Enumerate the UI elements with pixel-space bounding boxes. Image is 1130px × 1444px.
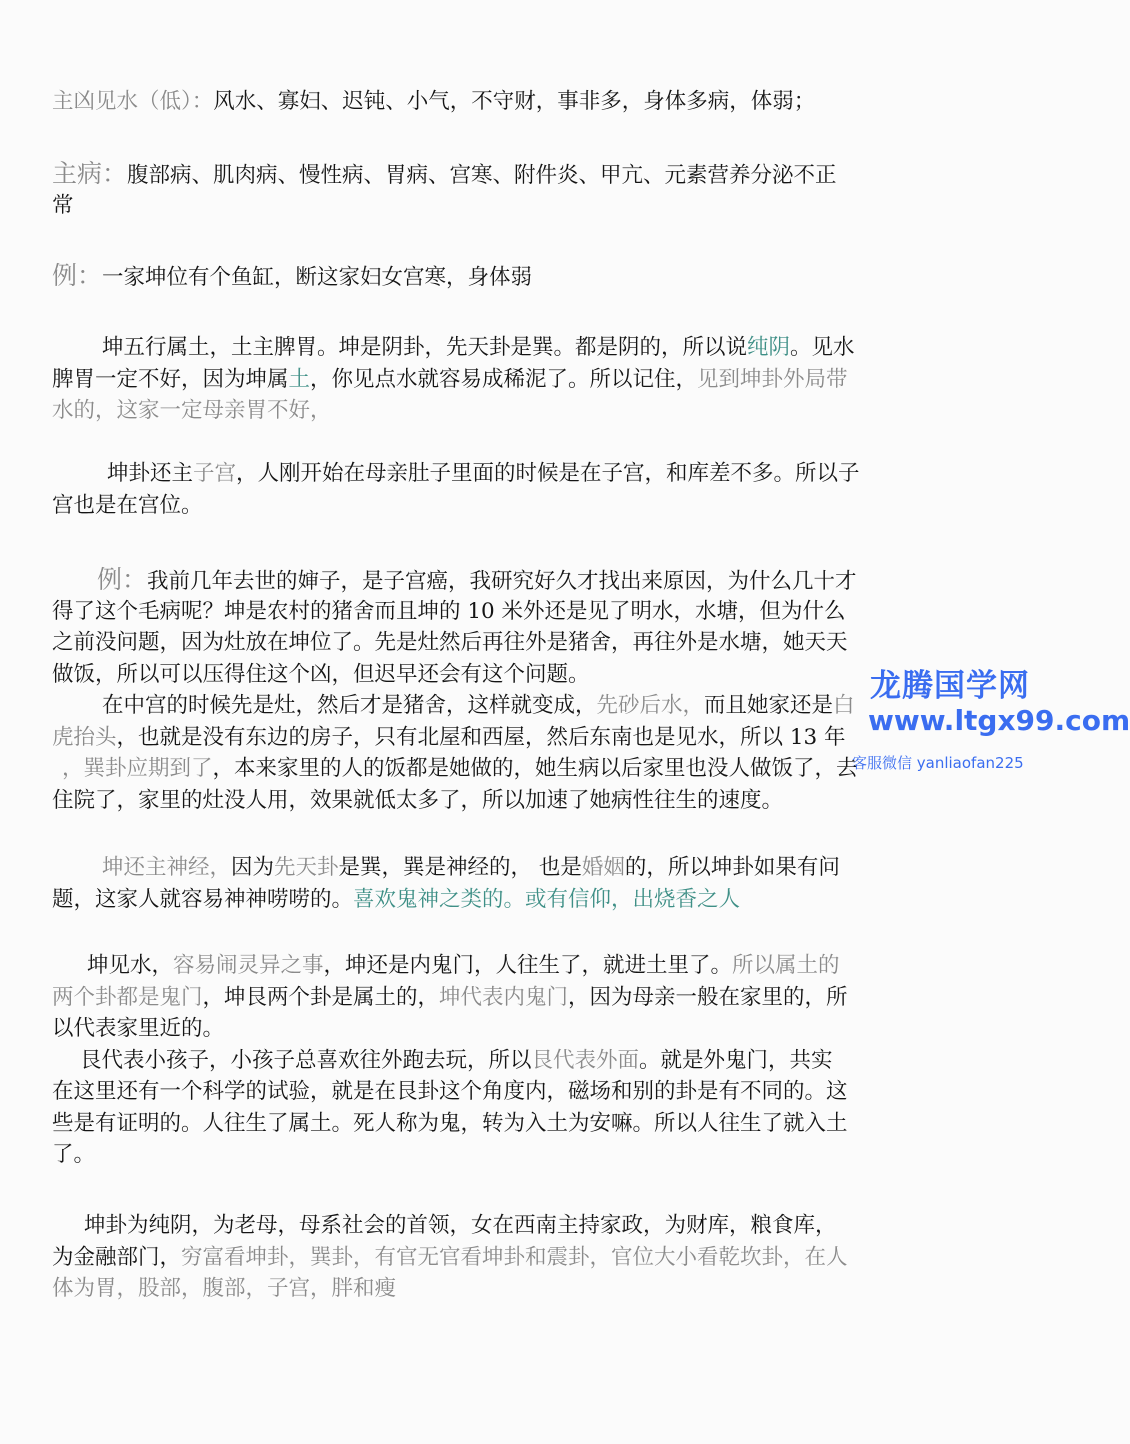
ex2-highlight: 虎抬头 <box>52 724 117 750</box>
p4-text: ，因为母亲一般在家里的，所 <box>568 984 848 1010</box>
p2-text: 宫也是在宫位。 <box>52 492 203 518</box>
p2-highlight: 子宫 <box>193 461 237 486</box>
ex2-text: 之前没问题，因为灶放在坤位了。先是灶然后再往外是猪舍，再往外是水塘，她天天 <box>52 630 848 655</box>
p5-highlight: 体为胃，股部，腹部，子宫，胖和瘦 <box>52 1276 397 1301</box>
section-example-1 <box>52 260 992 292</box>
ex2-text: ，也就是没有东边的房子，只有北屋和西屋，然后东南也是见水，所以 13 年 <box>116 724 846 750</box>
ex2-text: ，本来家里的人的饭都是她做的，她生病以后家里也没人做饭了，去 <box>212 756 858 781</box>
paragraph-ghost-gates <box>52 950 992 1171</box>
watermark-url: www.ltgx99.com <box>868 704 1130 737</box>
p4-text: ，坤艮两个卦是属土的， <box>202 984 440 1010</box>
p1-highlight: 水的，这家一定母亲胃不好， <box>52 398 332 423</box>
watermark-site-name: 龙腾国学网 <box>870 668 1030 704</box>
ex2-text: 我前几年去世的婶子，是子宫癌，我研究好久才找出来原因，为什么几十才 <box>147 569 857 594</box>
example1-text: 一家坤位有个鱼缸，断这家妇女宫寒，身体弱 <box>102 265 533 290</box>
p1-highlight: 土 <box>288 366 311 392</box>
ex2-text: 做饭，所以可以压得住这个凶，但迟早还会有这个问题。 <box>52 661 590 687</box>
p3-highlight: 坤还主神经， <box>102 855 232 880</box>
ex2-text: 得了这个毛病呢？坤是农村的猪舍而且坤的 10 米外还是见了明水，水塘，但为什么 <box>52 598 846 624</box>
p5-text: 坤卦为纯阴，为老母，母系社会的首领，女在西南主持家政，为财库，粮食库， <box>84 1213 837 1238</box>
p4-highlight: 艮代表外面 <box>531 1047 640 1073</box>
paragraph-uterus <box>52 458 992 521</box>
disease-text-cont: 常 <box>52 192 74 218</box>
disease-label: 主病： <box>52 159 128 188</box>
p3-highlight: 喜欢鬼神之类的。或有信仰，出烧香之人 <box>353 886 741 912</box>
p1-text: 坤五行属土，土主脾胃。坤是阴卦，先天卦是巽。都是阴的，所以说 <box>102 335 748 360</box>
ex2-highlight: 先砂后水， <box>596 693 705 718</box>
paragraph-pure-yin <box>52 1210 992 1305</box>
ex2-highlight: ，巽卦应期到了 <box>62 756 213 781</box>
p1-highlight: 纯阴 <box>747 335 791 360</box>
section-example-2 <box>52 564 992 816</box>
p1-text: 脾胃一定不好，因为坤属 <box>52 366 289 392</box>
p1-text: ，你见点水就容易成稀泥了。所以记住， <box>310 366 698 392</box>
p2-text: ，人刚开始在母亲肚子里面的时候是在子宫，和库差不多。所以子 <box>236 461 860 486</box>
example1-label: 例： <box>52 261 103 290</box>
p3-text: 题，这家人就容易神神唠唠的。 <box>52 886 354 912</box>
p3-text: 因为 <box>231 855 275 880</box>
p4-text: 。就是外鬼门，共实 <box>639 1047 833 1073</box>
p5-highlight: 穷富看坤卦，巽卦，有官无官看坤卦和震卦，官位大小看乾坎卦，在人 <box>181 1244 848 1270</box>
ex2-text: 住院了，家里的灶没人用，效果就低太多了，所以加速了她病性往生的速度。 <box>52 787 784 813</box>
ex2-highlight: 白 <box>833 693 855 718</box>
disease-text: 腹部病、肌肉病、慢性病、胃病、宫寒、附件炎、甲亢、元素营养分泌不正 <box>127 163 837 188</box>
ex2-text: 而且她家还是 <box>704 693 834 718</box>
p5-text: 为金融部门， <box>52 1244 182 1270</box>
p4-highlight: 坤代表内鬼门 <box>439 984 569 1010</box>
omen-text: 风水、寡妇、迟钝、小气，不守财，事非多，身体多病，体弱； <box>213 89 816 114</box>
p3-highlight: 婚姻 <box>581 855 625 880</box>
p3-text: 的，所以坤卦如果有问 <box>624 855 840 880</box>
omen-label: 主凶见水（低）： <box>52 89 214 114</box>
example2-label: 例： <box>97 565 148 594</box>
watermark-contact: 客服微信 yanliaofan225 <box>852 754 1024 772</box>
paragraph-nerves <box>52 852 992 915</box>
p4-highlight: 容易闹灵异之事 <box>173 953 324 978</box>
ex2-text: 在中宫的时候先是灶，然后才是猪舍，这样就变成， <box>102 693 597 718</box>
p4-text: 艮代表小孩子，小孩子总喜欢往外跑去玩，所以 <box>80 1047 532 1073</box>
p2-text: 坤卦还主 <box>107 461 194 486</box>
p1-highlight: 见到坤卦外局带 <box>697 366 848 392</box>
p1-text: 。见水 <box>790 335 855 360</box>
section-main-disease <box>52 158 992 221</box>
p4-text: ，坤还是内鬼门，人往生了，就进土里了。 <box>323 953 733 978</box>
section-main-omen <box>52 86 992 118</box>
p4-highlight: 两个卦都是鬼门 <box>52 984 203 1010</box>
p4-text: 了。 <box>52 1142 96 1167</box>
p4-text: 以代表家里近的。 <box>52 1016 225 1041</box>
p4-text: 些是有证明的。人往生了属土。死人称为鬼，转为入土为安嘛。所以人往生了就入土 <box>52 1110 848 1136</box>
p3-highlight: 先天卦 <box>274 855 339 880</box>
p4-text: 坤见水， <box>87 953 174 978</box>
paragraph-kun-earth <box>52 332 992 427</box>
p3-text: 是巽，巽是神经的， 也是 <box>338 855 582 880</box>
p4-highlight: 所以属土的 <box>732 953 840 978</box>
p4-text: 在这里还有一个科学的试验，就是在艮卦这个角度内，磁场和别的卦是有不同的。这 <box>52 1079 848 1104</box>
